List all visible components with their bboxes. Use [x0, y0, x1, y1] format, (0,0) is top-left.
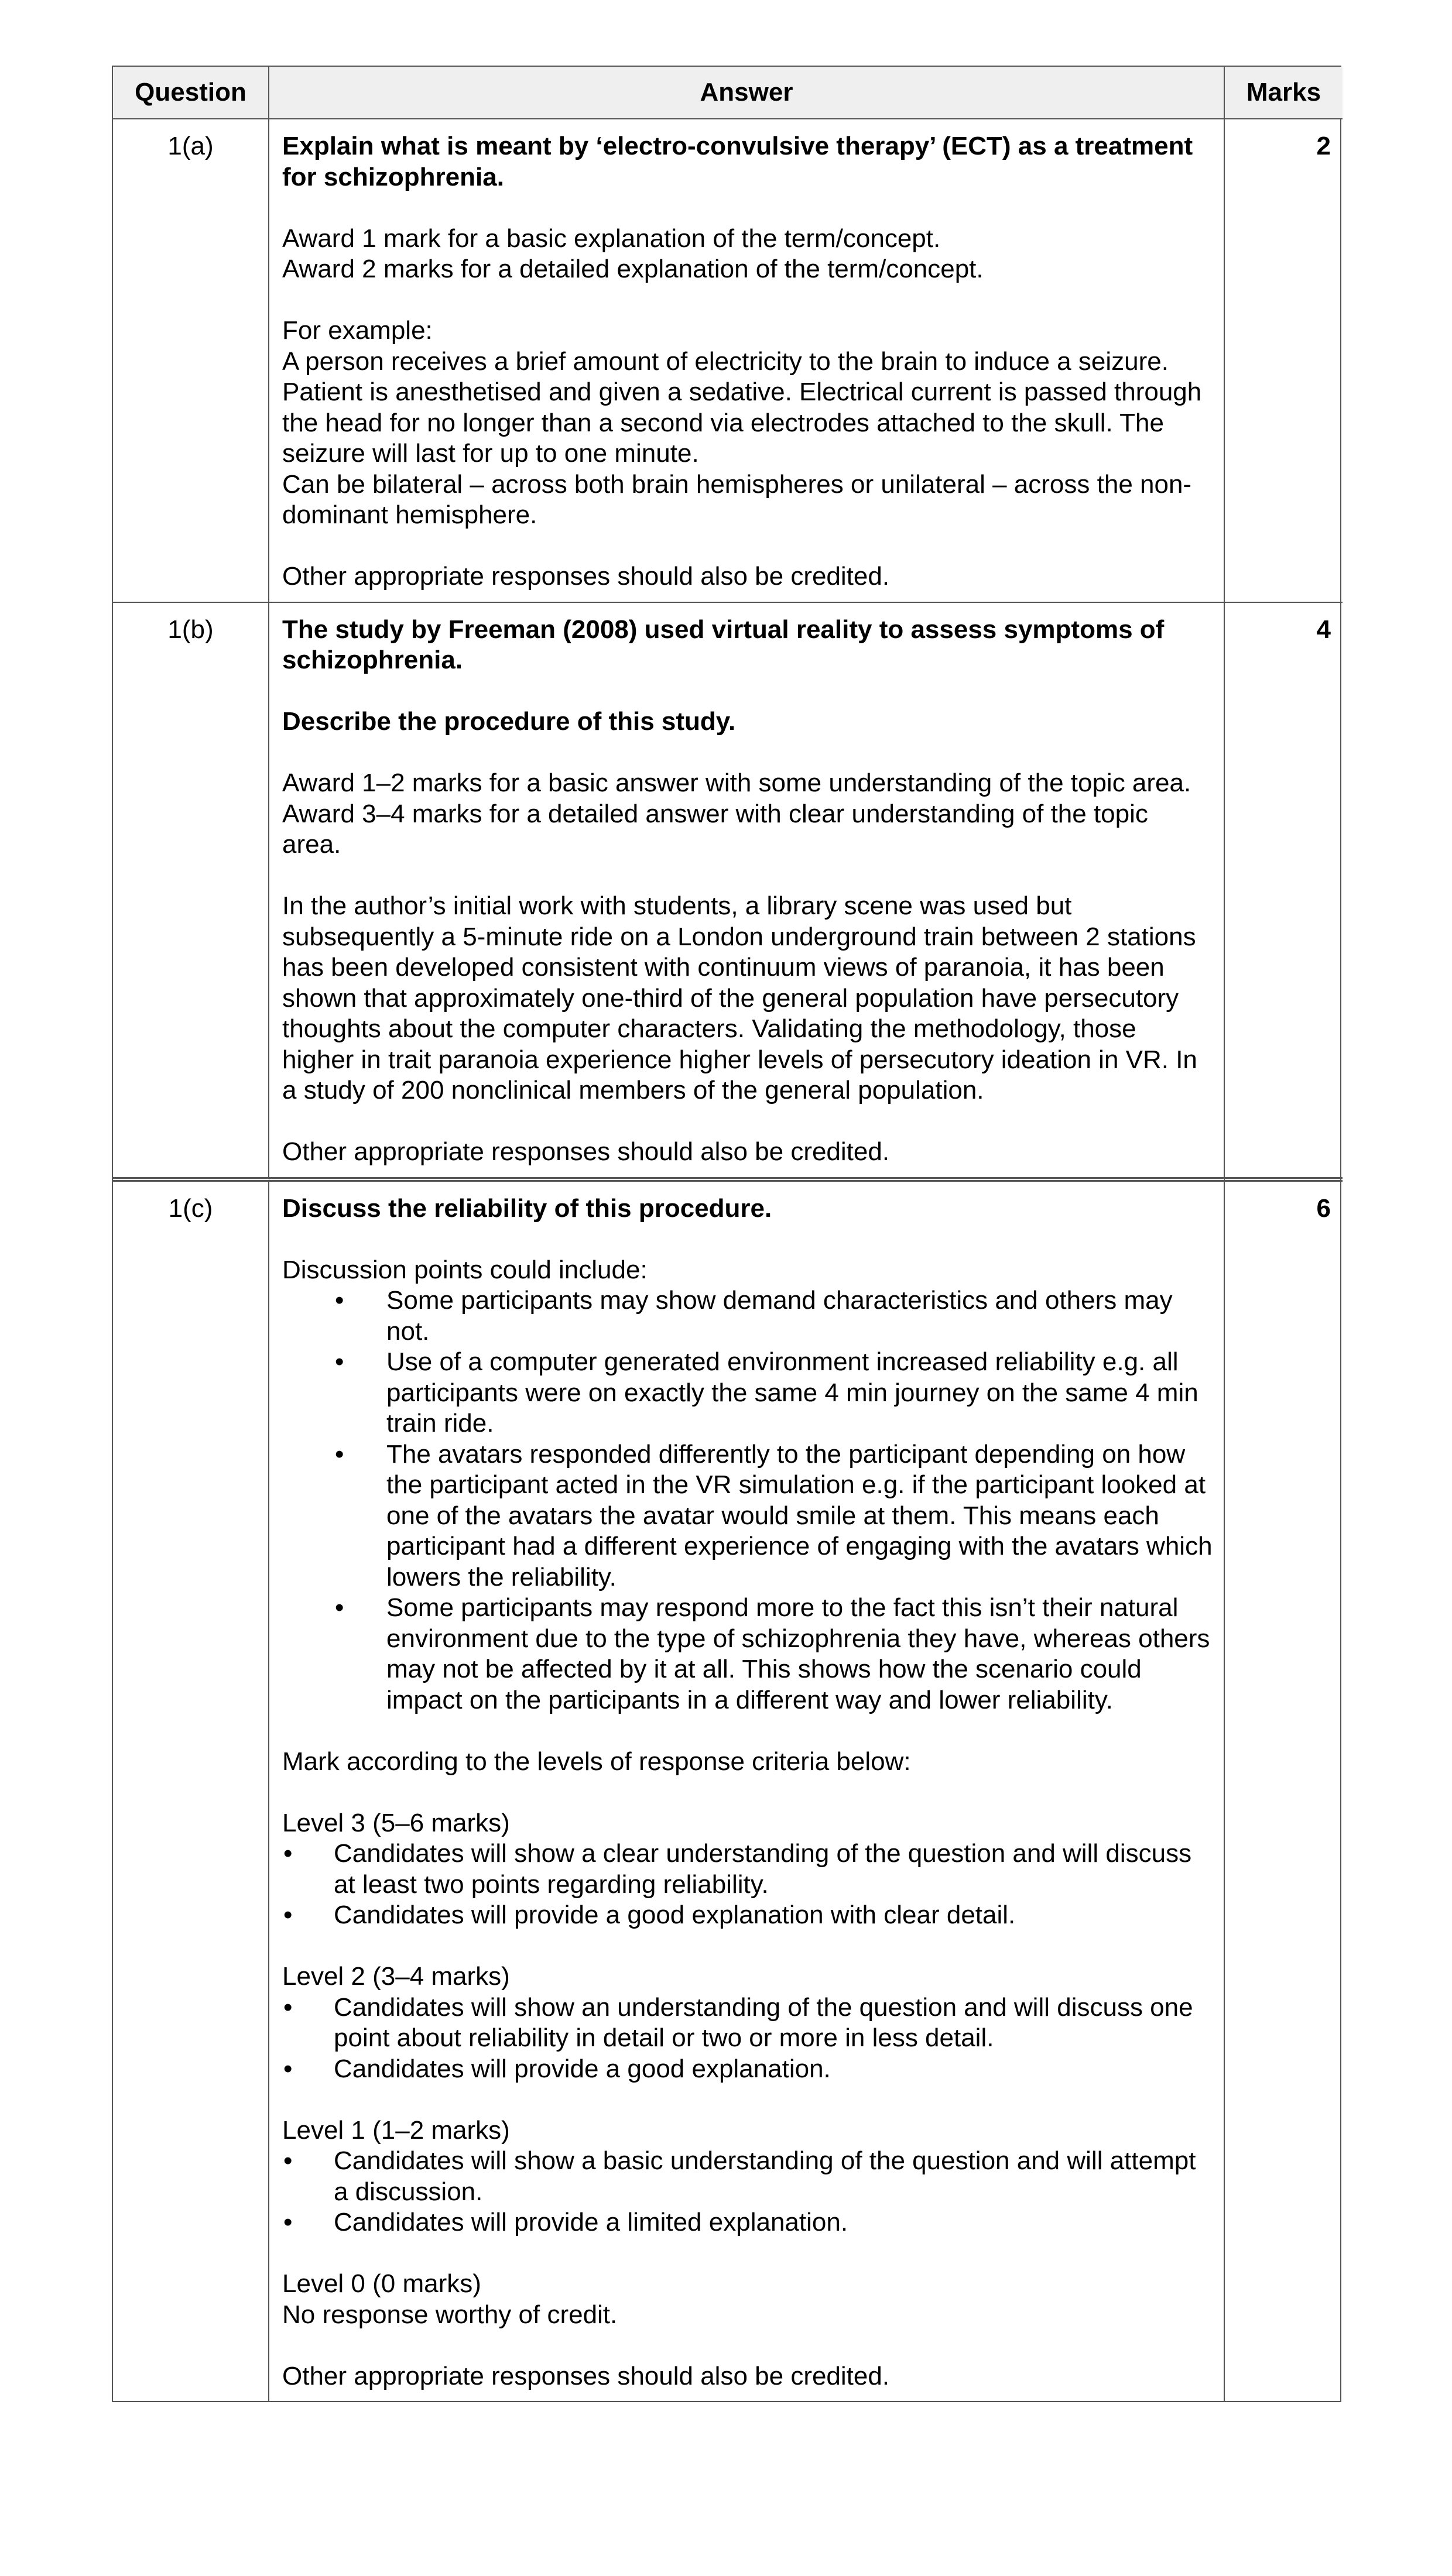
example-text: Can be bilateral – across both brain hemispheres or unilateral – across the non-dominant hemisphere. — [282, 469, 1192, 529]
list-item: • Candidates will show a basic understanding of the question and will attempt a discussion. — [283, 2146, 1196, 2206]
level-title: Level 1 (1–2 marks) — [282, 2115, 510, 2145]
bullet-icon: • — [335, 1347, 344, 1376]
list-item: • Some participants may respond more to the fact this isn’t their natural environment due to the type of schizophrenia they have, whereas others may not be affected by it at all. This shows how the scenario could impact on the participants in a different way and lower reliability. — [335, 1593, 1210, 1714]
list-item: • Candidates will provide a good explanation. — [282, 2054, 1213, 2085]
header-question: Question — [113, 67, 269, 119]
level-title: Level 0 (0 marks) — [282, 2269, 481, 2298]
credit-note: Other appropriate responses should also be credited. — [282, 1137, 890, 1166]
marks-value: 2 — [1225, 119, 1343, 603]
discussion-points — [282, 1285, 1213, 1716]
bullet-icon: • — [335, 1439, 344, 1469]
credit-note: Other appropriate responses should also be credited. — [282, 562, 890, 591]
list-item: • Use of a computer generated environment increased reliability e.g. all participants were on exactly the same 4 min journey on the same 4 min train ride. — [335, 1347, 1198, 1438]
list-item: • The avatars responded differently to the participant depending on how the participant acted in the VR simulation e.g. if the participant looked at one of the avatars the avatar would smile at them. This means each participant had a different experience of engaging with the avatars which lowers the reliability. — [335, 1439, 1213, 1591]
credit-note: Other appropriate responses should also be credited. — [282, 2361, 890, 2390]
header-answer: Answer — [269, 67, 1225, 119]
discussion-label: Discussion points could include: — [282, 1255, 648, 1284]
award-line: Award 1 mark for a basic explanation of the term/concept. — [282, 224, 941, 253]
bullet-icon: • — [283, 1901, 293, 1929]
header-marks: Marks — [1225, 67, 1343, 119]
bullet-icon: • — [283, 1839, 293, 1868]
answer-cell — [269, 1182, 1225, 2402]
list-item: • Candidates will show an understanding of the question and will discuss one point about reliability in detail or two or more in less detail. — [283, 1992, 1193, 2052]
question-prompt: The study by Freeman (2008) used virtual reality to assess symptoms of schizophrenia. — [282, 615, 1165, 674]
question-number: 1(c) — [113, 1182, 269, 2402]
award-line: Award 3–4 marks for a detailed answer with clear understanding of the topic area. — [282, 799, 1148, 859]
level-criteria — [282, 1992, 1213, 2085]
answer-cell — [269, 603, 1225, 1182]
bullet-icon: • — [283, 1992, 293, 2022]
bullet-icon: • — [283, 2208, 293, 2237]
question-number: 1(b) — [113, 603, 269, 1182]
marks-value: 6 — [1316, 1193, 1331, 1223]
bullet-icon: • — [283, 2146, 293, 2175]
mark-scheme-table — [112, 66, 1341, 2402]
marks-value: 4 — [1225, 603, 1343, 1182]
example-label: For example: — [282, 316, 433, 345]
example-text: A person receives a brief amount of electricity to the brain to induce a seizure. Patient is anesthetised and given a sedative. Electrical current is passed through the head for no longer than a second via electrodes attached to the skull. The seizure will last for up to one minute. — [282, 347, 1202, 468]
bullet-icon: • — [283, 2054, 293, 2083]
question-instruction: Describe the procedure of this study. — [282, 707, 736, 736]
list-item: • Some participants may show demand characteristics and others may not. — [335, 1286, 1173, 1346]
bullet-icon: • — [335, 1593, 344, 1622]
level-criteria — [282, 1838, 1213, 1931]
level-text: No response worthy of credit. — [282, 2300, 618, 2329]
award-line: Award 2 marks for a detailed explanation of the term/concept. — [282, 255, 984, 283]
level-title: Level 2 (3–4 marks) — [282, 1962, 510, 1991]
bullet-icon: • — [335, 1286, 344, 1315]
list-item: • Candidates will provide a limited explanation. — [282, 2207, 1213, 2238]
award-line: Award 1–2 marks for a basic answer with some understanding of the topic area. — [282, 769, 1191, 797]
list-item: • Candidates will provide a good explanation with clear detail. — [282, 1900, 1213, 1931]
answer-body: In the author’s initial work with students, a library scene was used but subsequently a 5-minute ride on a London underground train between 2 stations has been developed consistent with continuum views of paranoia, it has been shown that approximately one-third of the general population have persecutory thoughts about the computer characters. Validating the methodology, those higher in trait paranoia experience higher levels of persecutory ideation in VR. In a study of 200 nonclinical members of the general population. — [282, 891, 1197, 1105]
question-prompt: Explain what is meant by ‘electro-convulsive therapy’ (ECT) as a treatment for schizophrenia. — [282, 132, 1193, 191]
question-prompt: Discuss the reliability of this procedure. — [282, 1193, 772, 1223]
question-number: 1(a) — [113, 119, 269, 603]
criteria-label: Mark according to the levels of response criteria below: — [282, 1747, 911, 1776]
answer-cell — [269, 119, 1225, 603]
level-criteria — [282, 2146, 1213, 2238]
level-title: Level 3 (5–6 marks) — [282, 1808, 510, 1837]
list-item: • Candidates will show a clear understanding of the question and will discuss at least two points regarding reliability. — [283, 1839, 1192, 1899]
